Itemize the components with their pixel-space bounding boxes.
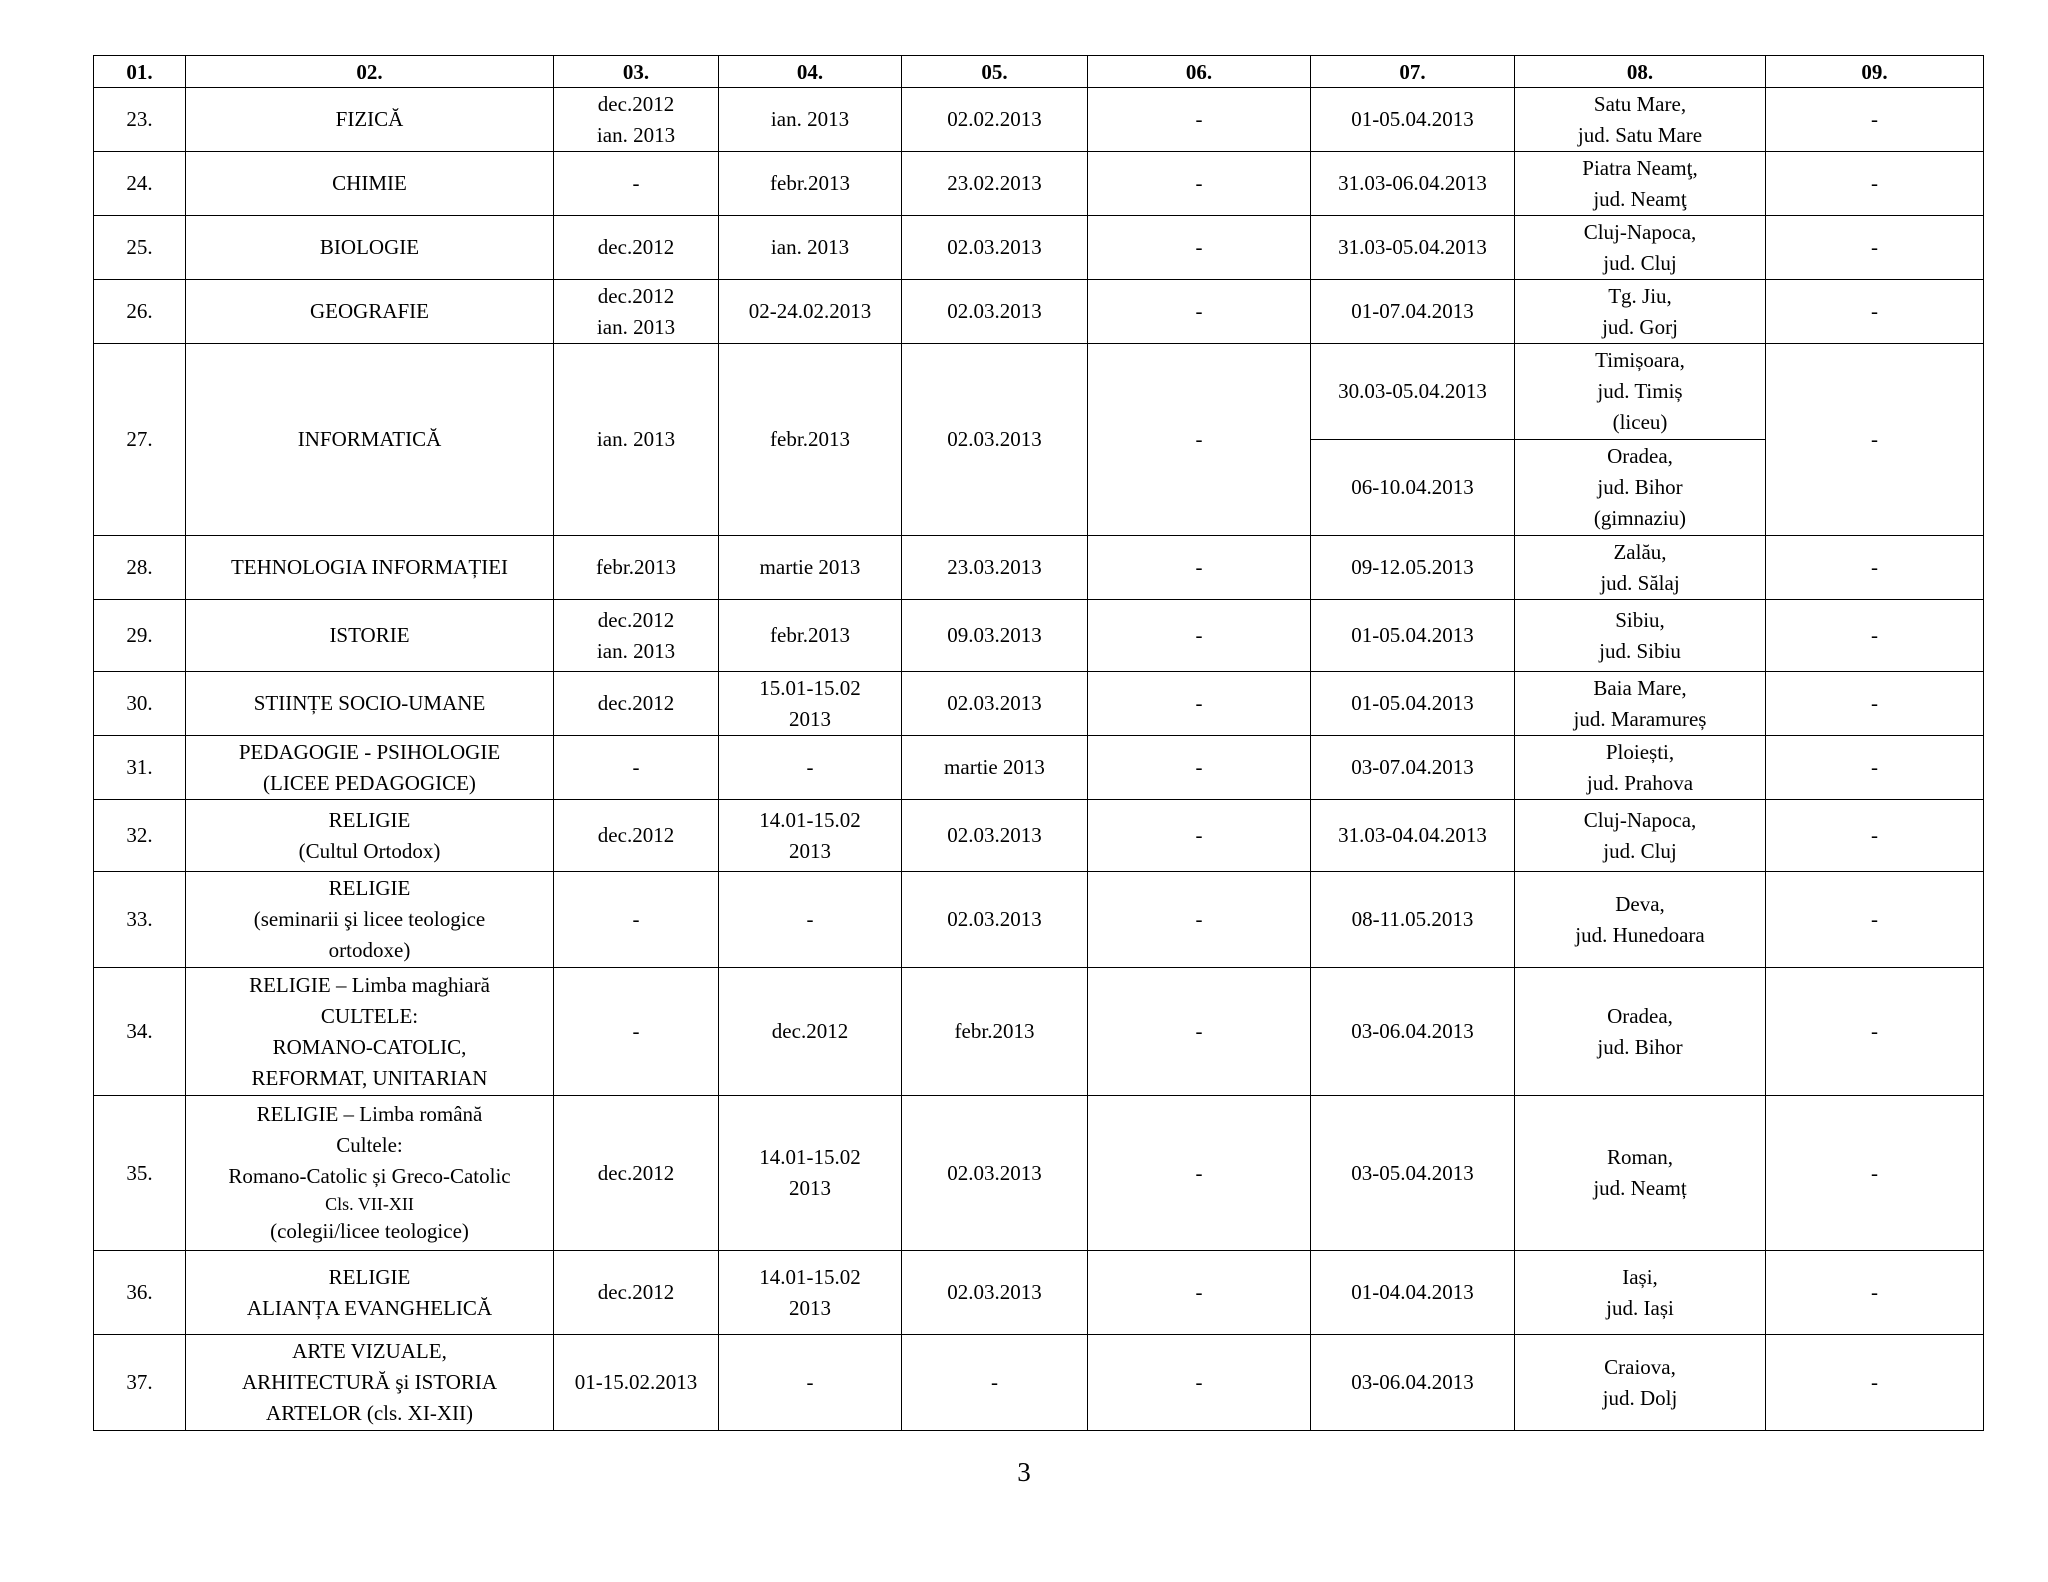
table-cell: 02.03.2013 (902, 1096, 1088, 1251)
table-cell: - (554, 872, 719, 968)
table-cell: - (1088, 1096, 1311, 1251)
table-cell: dec.2012 ian. 2013 (554, 88, 719, 152)
subject-note: (colegii/licee teologice) (270, 1219, 469, 1243)
table-cell: 02.02.2013 (902, 88, 1088, 152)
table-cell: - (1766, 280, 1984, 344)
table-cell: dec.2012 (554, 1251, 719, 1335)
subject-cell: RELIGIE (Cultul Ortodox) (186, 800, 554, 872)
table-cell: 02.03.2013 (902, 344, 1088, 536)
subject-cell: PEDAGOGIE - PSIHOLOGIE (LICEE PEDAGOGICE) (186, 736, 554, 800)
header-cell: 03. (554, 56, 719, 88)
table-cell: 01-04.04.2013 (1311, 1251, 1515, 1335)
table-cell: 06-10.04.2013 (1311, 440, 1515, 536)
table-cell: ian. 2013 (719, 216, 902, 280)
location-cell: Cluj-Napoca, jud. Cluj (1515, 216, 1766, 280)
table-cell: dec.2012 (554, 1096, 719, 1251)
table-cell: - (1766, 600, 1984, 672)
table-cell: 01-05.04.2013 (1311, 88, 1515, 152)
subject-main: RELIGIE – Limba română Cultele: Romano-Catolic și Greco-Catolic (228, 1102, 511, 1188)
table-cell: 02.03.2013 (902, 216, 1088, 280)
table-row (94, 344, 1984, 440)
olympiad-schedule-table (93, 55, 1984, 1431)
location-cell: Timișoara, jud. Timiș (liceu) (1515, 344, 1766, 440)
location-cell: Oradea, jud. Bihor (gimnaziu) (1515, 440, 1766, 536)
table-cell: febr.2013 (719, 600, 902, 672)
table-cell: 03-05.04.2013 (1311, 1096, 1515, 1251)
table-cell: - (1088, 800, 1311, 872)
table-cell: - (1766, 800, 1984, 872)
header-cell: 06. (1088, 56, 1311, 88)
row-number: 27. (94, 344, 186, 536)
table-cell: - (554, 152, 719, 216)
location-cell: Tg. Jiu, jud. Gorj (1515, 280, 1766, 344)
table-cell: febr.2013 (719, 344, 902, 536)
table-cell: - (1088, 344, 1311, 536)
table-cell: - (1088, 872, 1311, 968)
page-number: 3 (1017, 1457, 1031, 1487)
header-row (94, 56, 1984, 88)
table-cell: 14.01-15.02 2013 (719, 1251, 902, 1335)
table-cell: dec.2012 (554, 672, 719, 736)
location-cell: Satu Mare, jud. Satu Mare (1515, 88, 1766, 152)
header-cell: 08. (1515, 56, 1766, 88)
table-row (94, 800, 1984, 872)
table-cell: - (1766, 344, 1984, 536)
table-cell: 31.03-06.04.2013 (1311, 152, 1515, 216)
table-cell: - (1088, 1335, 1311, 1431)
table-cell: - (1766, 672, 1984, 736)
table-cell: - (1088, 280, 1311, 344)
location-cell: Oradea, jud. Bihor (1515, 968, 1766, 1096)
table-row (94, 1096, 1984, 1251)
table-row (94, 600, 1984, 672)
table-cell: - (1088, 968, 1311, 1096)
header-cell: 09. (1766, 56, 1984, 88)
table-cell: dec.2012 (719, 968, 902, 1096)
subject-cell: RELIGIE – Limba maghiară CULTELE: ROMANO-CATOLIC, REFORMAT, UNITARIAN (186, 968, 554, 1096)
table-cell: - (1766, 1335, 1984, 1431)
table-cell: martie 2013 (902, 736, 1088, 800)
location-cell: Deva, jud. Hunedoara (1515, 872, 1766, 968)
table-cell: - (719, 872, 902, 968)
table-cell: - (1766, 216, 1984, 280)
header-cell: 05. (902, 56, 1088, 88)
row-number: 29. (94, 600, 186, 672)
header-cell: 04. (719, 56, 902, 88)
table-cell: 23.03.2013 (902, 536, 1088, 600)
location-cell: Craiova, jud. Dolj (1515, 1335, 1766, 1431)
table-cell: - (1088, 1251, 1311, 1335)
table-cell: - (1088, 736, 1311, 800)
table-cell: 08-11.05.2013 (1311, 872, 1515, 968)
subject-cell: FIZICĂ (186, 88, 554, 152)
location-cell: Sibiu, jud. Sibiu (1515, 600, 1766, 672)
table-cell: 23.02.2013 (902, 152, 1088, 216)
table-cell: - (719, 736, 902, 800)
location-cell: Iași, jud. Iași (1515, 1251, 1766, 1335)
subject-cell: RELIGIE (seminarii şi licee teologice ortodoxe) (186, 872, 554, 968)
row-number: 32. (94, 800, 186, 872)
table-row (94, 536, 1984, 600)
row-number: 28. (94, 536, 186, 600)
table-cell: 02.03.2013 (902, 672, 1088, 736)
table-cell: 14.01-15.02 2013 (719, 800, 902, 872)
location-cell: Ploiești, jud. Prahova (1515, 736, 1766, 800)
table-row (94, 672, 1984, 736)
table-cell: 02.03.2013 (902, 872, 1088, 968)
table-cell: 30.03-05.04.2013 (1311, 344, 1515, 440)
row-number: 37. (94, 1335, 186, 1431)
table-cell: febr.2013 (902, 968, 1088, 1096)
table-row (94, 216, 1984, 280)
row-number: 34. (94, 968, 186, 1096)
subject-cell: CHIMIE (186, 152, 554, 216)
location-cell: Zalău, jud. Sălaj (1515, 536, 1766, 600)
table-cell: - (1766, 152, 1984, 216)
table-cell: - (1088, 152, 1311, 216)
table-cell: 02.03.2013 (902, 1251, 1088, 1335)
table-cell: 31.03-04.04.2013 (1311, 800, 1515, 872)
table-cell: - (554, 968, 719, 1096)
subject-cell (186, 1096, 554, 1251)
subject-cell: INFORMATICĂ (186, 344, 554, 536)
location-cell: Roman, jud. Neamț (1515, 1096, 1766, 1251)
subject-cell: ISTORIE (186, 600, 554, 672)
subject-grades: Cls. VII-XII (325, 1194, 414, 1214)
table-cell: febr.2013 (554, 536, 719, 600)
table-cell: febr.2013 (719, 152, 902, 216)
table-cell: 03-06.04.2013 (1311, 968, 1515, 1096)
table-cell: - (1766, 736, 1984, 800)
table-cell: - (1088, 672, 1311, 736)
subject-cell: RELIGIE ALIANȚA EVANGHELICĂ (186, 1251, 554, 1335)
table-cell: dec.2012 (554, 800, 719, 872)
subject-cell: TEHNOLOGIA INFORMAȚIEI (186, 536, 554, 600)
table-cell: 01-05.04.2013 (1311, 600, 1515, 672)
table-cell: 03-07.04.2013 (1311, 736, 1515, 800)
table-cell: - (1088, 536, 1311, 600)
row-number: 23. (94, 88, 186, 152)
subject-cell: ARTE VIZUALE, ARHITECTURĂ şi ISTORIA ARTELOR (cls. XI-XII) (186, 1335, 554, 1431)
row-number: 35. (94, 1096, 186, 1251)
row-number: 25. (94, 216, 186, 280)
table-cell: - (1766, 536, 1984, 600)
table-cell: 09.03.2013 (902, 600, 1088, 672)
location-cell: Piatra Neamţ, jud. Neamţ (1515, 152, 1766, 216)
table-cell: 02.03.2013 (902, 280, 1088, 344)
table-cell: 01-05.04.2013 (1311, 672, 1515, 736)
location-cell: Baia Mare, jud. Maramureș (1515, 672, 1766, 736)
table-cell: - (1766, 1251, 1984, 1335)
row-number: 31. (94, 736, 186, 800)
table-cell: 01-15.02.2013 (554, 1335, 719, 1431)
table-cell: ian. 2013 (719, 88, 902, 152)
table-row (94, 88, 1984, 152)
table-row (94, 736, 1984, 800)
subject-cell: GEOGRAFIE (186, 280, 554, 344)
table-row (94, 1335, 1984, 1431)
table-cell: - (1088, 88, 1311, 152)
table-cell: - (1088, 600, 1311, 672)
table-row (94, 280, 1984, 344)
table-cell: 14.01-15.02 2013 (719, 1096, 902, 1251)
table-cell: - (902, 1335, 1088, 1431)
table-cell: - (554, 736, 719, 800)
table-cell: - (1766, 968, 1984, 1096)
table-row (94, 1251, 1984, 1335)
table-cell: dec.2012 ian. 2013 (554, 280, 719, 344)
row-number: 36. (94, 1251, 186, 1335)
subject-cell: BIOLOGIE (186, 216, 554, 280)
table-cell: 01-07.04.2013 (1311, 280, 1515, 344)
table-row (94, 872, 1984, 968)
table-cell: 02-24.02.2013 (719, 280, 902, 344)
table-cell: - (1766, 872, 1984, 968)
header-cell: 01. (94, 56, 186, 88)
table-row (94, 152, 1984, 216)
table-cell: 09-12.05.2013 (1311, 536, 1515, 600)
header-cell: 02. (186, 56, 554, 88)
table-cell: ian. 2013 (554, 344, 719, 536)
table-cell: - (1766, 88, 1984, 152)
row-number: 26. (94, 280, 186, 344)
table-cell: 03-06.04.2013 (1311, 1335, 1515, 1431)
table-cell: 15.01-15.02 2013 (719, 672, 902, 736)
subject-cell: STIINȚE SOCIO-UMANE (186, 672, 554, 736)
table-row (94, 968, 1984, 1096)
row-number: 30. (94, 672, 186, 736)
row-number: 24. (94, 152, 186, 216)
location-cell: Cluj-Napoca, jud. Cluj (1515, 800, 1766, 872)
table-cell: dec.2012 (554, 216, 719, 280)
row-number: 33. (94, 872, 186, 968)
table-cell: 31.03-05.04.2013 (1311, 216, 1515, 280)
table-cell: - (1088, 216, 1311, 280)
header-cell: 07. (1311, 56, 1515, 88)
table-cell: dec.2012 ian. 2013 (554, 600, 719, 672)
table-cell: - (1766, 1096, 1984, 1251)
table-cell: - (719, 1335, 902, 1431)
table-cell: 02.03.2013 (902, 800, 1088, 872)
table-cell: martie 2013 (719, 536, 902, 600)
